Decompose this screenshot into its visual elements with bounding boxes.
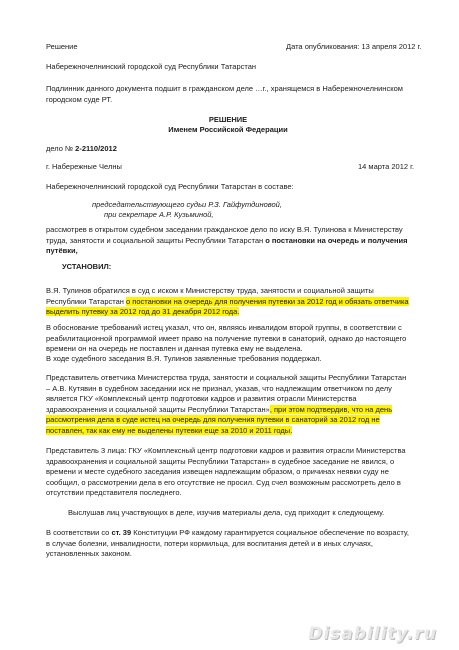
considered-text: рассмотрев в открытом судебном заседании гражданское дело по иску В.Я. Тулинова к Министерству труда, занятости и социальной защиты Республики Татарстан <box>46 225 403 245</box>
paragraph-6: Выслушав лиц участвующих в деле, изучив материалы дела, суд приходит к следующему. <box>68 508 385 517</box>
paragraph-2: В обоснование требований истец указал, что он, являясь инвалидом второй группы, в соответствии с реабилитационной программой имеет право на получение путевки в санаторий, однако до настоящего времени он на очередь не поставлен и данная путевка ему не выделена. <box>46 323 407 354</box>
composition-intro: Набережночелнинский городской суд Республики Татарстан в составе: <box>46 182 294 191</box>
paragraph-5: Представитель 3 лица: ГКУ «Комплексный центр подготовки кадров и развития отрасли Министерства здравоохранения и социальной защиты Республики Татарстан» в судебное заседание не явился, о времени и месте судебного заседания извещен надлежащим образом, о причинах неявки суду не сообщил, о рассмотрении дела в его отсутствие не просил. Суд счел возможным рассмотреть дело в отсутствии представителя последнего. <box>46 446 406 498</box>
judge-line: председательствующего судьи Р.З. Гайфутдиновой, <box>92 200 282 209</box>
doc-type-label: Решение <box>46 42 78 51</box>
document-heading: РЕШЕНИЕ <box>208 115 248 124</box>
p7-text-a: В соответствии со <box>46 528 112 537</box>
paragraph-4 <box>46 373 410 437</box>
original-note: Подлинник данного документа подшит в гражданском деле …г., хранящемся в Набережночелнинском городском суде РТ. <box>46 84 403 104</box>
paragraph-3: В ходе судебного заседания В.Я. Тулинов заявленные требования поддержал. <box>46 354 322 363</box>
paragraph-1 <box>46 286 410 318</box>
decision-date: 14 марта 2012 г. <box>358 162 415 171</box>
document-subheading: Именем Российской Федерации <box>168 125 288 134</box>
case-label: дело № <box>46 144 76 153</box>
considered-paragraph <box>46 225 410 257</box>
considered-bold: о постановки на очередь и получения путёвки, <box>46 235 408 256</box>
case-number: 2-2110/2012 <box>75 144 117 153</box>
publication-date: Дата опубликования: 13 апреля 2012 г. <box>286 42 422 51</box>
p1-highlight: о постановки на очередь для получения путевки за 2012 год и обязать ответчика выделить путевку за 2012 год до 31 декабря 2012 года. <box>46 296 409 317</box>
paragraph-7 <box>46 528 410 560</box>
secretary-line: при секретаре А.Р. Кузьминой, <box>104 210 214 219</box>
p1-text: В.Я. Тулинов обратился в суд с иском к Министерству труда, занятости и социальной защиты Республики Татарстан <box>46 286 374 306</box>
case-number-line <box>46 144 117 155</box>
p4-highlight: , при этом подтвердив, что на день рассмотрения дела в суде истец на очередь для получения путевки в санаторий за 2012 год не поставлен, так как ему не выделены путевки еще за 2010 и 2011 годы. <box>46 404 393 435</box>
established-heading: УСТАНОВИЛ: <box>62 262 112 271</box>
p7-text-c: Конституции РФ каждому гарантируется социальное обеспечение по возрасту, в случае болезни, инвалидности, потери кормильца, для воспитания детей и в иных случаях, установленных законом. <box>46 528 409 559</box>
p4-text: Представитель ответчика Министерства труда, занятости и социальной защиты Республики Татарстан – А.В. Кутявин в судебном заседании иск не признал, указав, что надлежащим ответчиком по делу является ГКУ «Комплексный центр подготовки кадров и развития отрасли Министерства здравоохранения и социальной защиты Республики Татарстан» <box>46 373 407 414</box>
city-label: г. Набережные Челны <box>46 162 122 171</box>
court-name: Набережночелнинский городской суд Республики Татарстан <box>46 62 257 71</box>
site-watermark: Disability.ru <box>308 624 437 645</box>
article-39-link[interactable]: ст. 39 <box>111 528 132 537</box>
